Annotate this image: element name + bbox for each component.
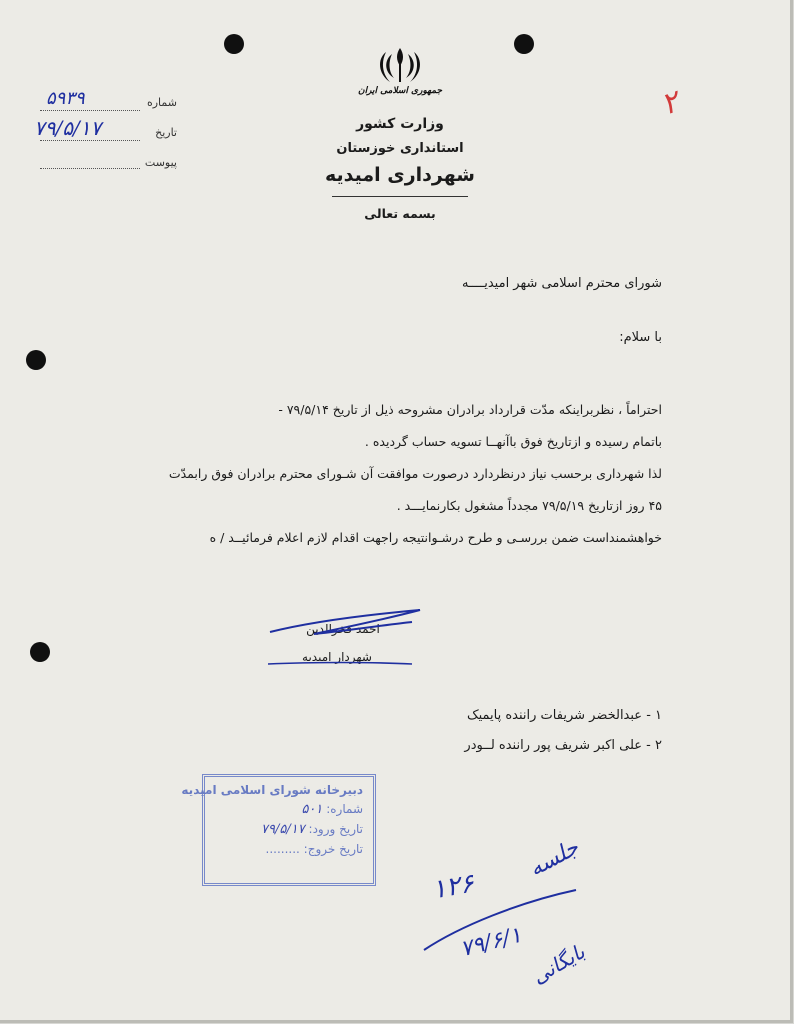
stamp-number-label: شماره: [326,802,363,816]
municipality-title: شهرداری امیدیه [325,164,475,186]
meta-block [34,88,185,178]
council-secretariat-stamp [181,774,376,886]
handwritten-note-session: جلسه [525,835,584,882]
emblem-caption: جمهوری اسلامی ایران [357,86,443,96]
iran-emblem-icon [372,44,428,86]
date-line [40,140,140,141]
stamp-entry-value: ۷۹/۵/۱۷ [261,822,305,837]
attachment-label: پیوست [144,156,177,169]
attachment-line [40,168,140,169]
punch-hole [26,350,46,370]
invocation: بسمه تعالی [364,206,436,221]
signature-scribble-icon [262,604,432,674]
body-line: باتمام رسیده و ازتاریخ فوق باآنهــا تسویه حساب گردیده . [364,434,662,449]
date-value: ۷۹/۵/۱۷ [34,116,102,140]
body-line: لذا شهرداری برحسب نیاز درنظردارد درصورت موافقت آن شـورای محترم برادران فوق رابمدّت [168,466,662,481]
number-value: ۵۹۳۹ [46,88,85,109]
stamp-exit-label: تاریخ خروج: [303,842,363,856]
list-item: ۲ - علی اکبر شریف پور راننده لــودر [464,738,662,753]
header-rule [332,196,468,197]
greeting: با سلام: [619,330,662,345]
number-line [40,110,140,111]
stamp-exit-value: ......... [265,842,300,856]
stamp-number-row [215,802,363,817]
stamp-entry-row [215,822,363,837]
stamp-title: دبیرخانه شورای اسلامی امیدیه [181,783,363,797]
punch-hole [224,34,244,54]
handwritten-note-archive: بایگانی [527,939,589,989]
punch-hole [514,34,534,54]
stamp-exit-row [215,842,363,856]
punch-hole [30,642,50,662]
list-item: ۱ - عبدالخضر شریفات راننده پایمیک [466,708,662,723]
body-line: خواهشمنداست ضمن بررسـی و طرح درشـوانتیجه راجهت اقدام لازم اعلام فرمائیــد / ه [209,530,662,545]
date-label: تاریخ [155,126,177,139]
handwritten-note-number: ۱۲۶ [429,868,477,906]
number-label: شماره [146,96,177,109]
corner-page-mark: ۲ [656,84,684,123]
stamp-number-value: ۵۰۱ [301,802,323,817]
handwritten-note-date: ۷۹/۶/۱ [457,922,525,963]
stamp-entry-label: تاریخ ورود: [308,822,363,836]
addressee: شورای محترم اسلامی شهر امیدیــــه [462,276,662,291]
governorate-title: استانداری خوزستان [336,141,464,156]
ministry-title: وزارت کشور [356,116,444,132]
signer-name: احمد فخرالدین [306,622,380,636]
body-line: احتراماً ، نظربراینکه مدّت قرارداد برادران مشروحه ذیل از تاریخ ۷۹/۵/۱۴ - [278,402,662,417]
body-line: ۴۵ روز ازتاریخ ۷۹/۵/۱۹ مجدداً مشغول بکارنمایـــد . [396,498,662,513]
signer-title: شهردار امیدیه [302,650,372,664]
